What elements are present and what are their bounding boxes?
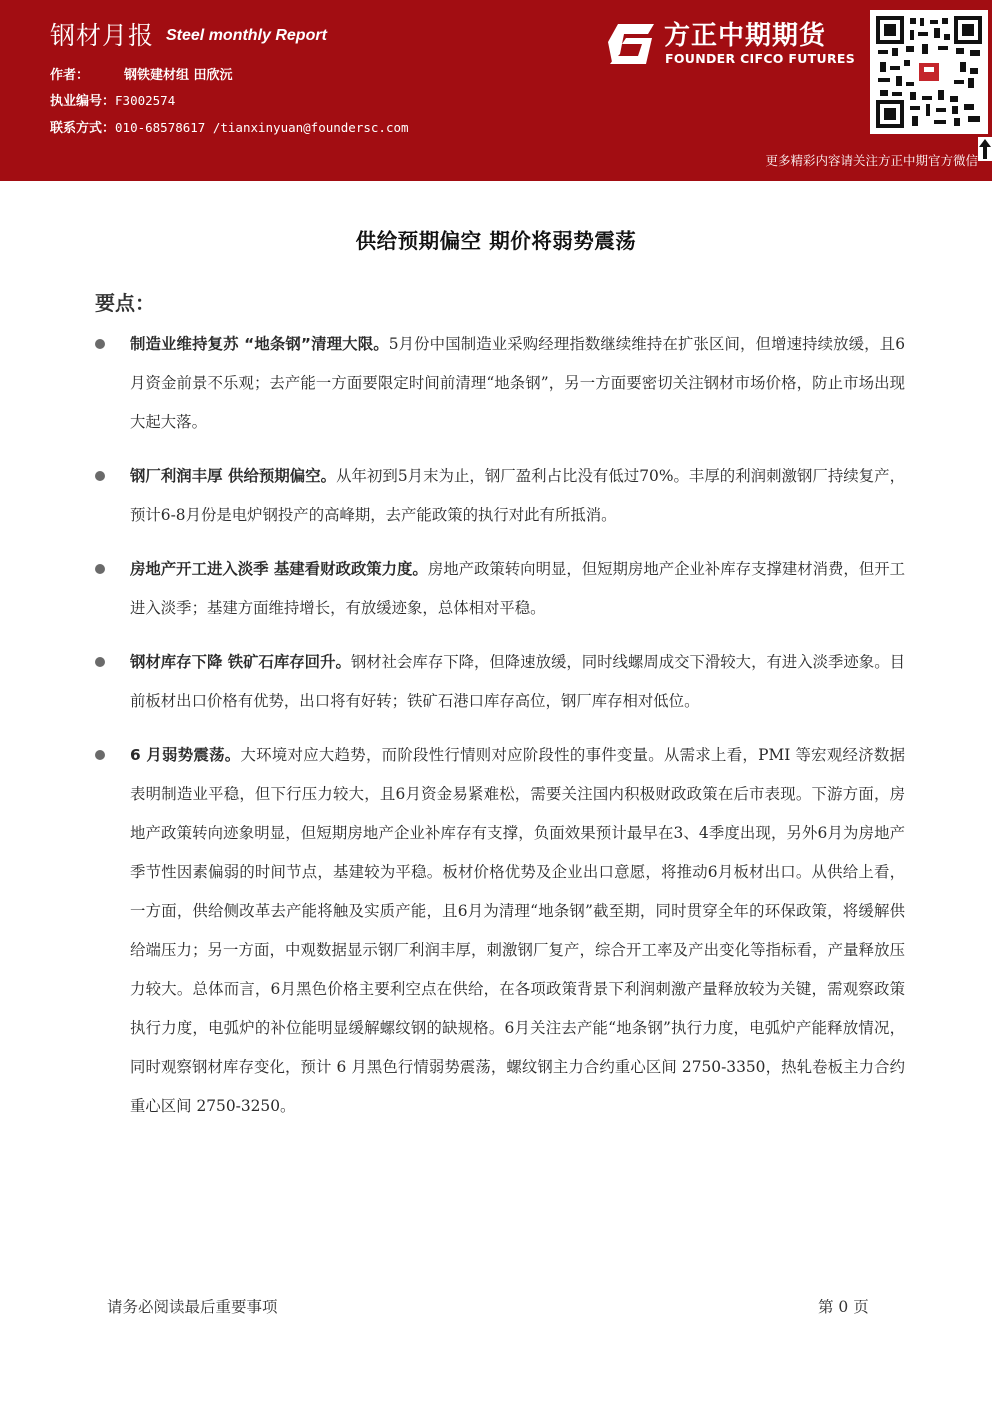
bullet-icon xyxy=(95,564,105,574)
arrow-up-icon xyxy=(978,137,992,161)
key-point xyxy=(95,325,905,442)
license-label: 执业编号： xyxy=(50,94,116,109)
key-point-lead: 钢厂利润丰厚 供给预期偏空。 xyxy=(130,467,337,485)
founder-logo-icon xyxy=(608,22,656,66)
report-header xyxy=(0,0,992,176)
license-line xyxy=(50,90,175,109)
key-point xyxy=(95,457,905,535)
key-point-lead: 房地产开工进入淡季 基建看财政政策力度。 xyxy=(130,560,428,578)
footer-notice: 请务必阅读最后重要事项 xyxy=(107,1298,278,1316)
key-point-text: 从年初到5月末为止，钢厂盈利占比没有低过70%。丰厚的利润刺激钢厂持续复产，预计6-8月份是电炉钢投产的高峰期，去产能政策的执行对此有所抵消。 xyxy=(130,467,905,524)
document-title: 供给预期偏空 期价将弱势震荡 xyxy=(355,229,637,253)
contact-label: 联系方式： xyxy=(50,121,116,136)
author-value: 钢铁建材组 田欣沅 xyxy=(124,68,233,83)
bullet-icon xyxy=(95,471,105,481)
key-point-text: 5月份中国制造业采购经理指数继续维持在扩张区间，但增速持续放缓，且6月资金前景不乐观；去产能一方面要限定时间前清理“地条钢”，另一方面要密切关注钢材市场价格，防止市场出现大起大落。 xyxy=(130,335,905,431)
company-logo-en: FOUNDER CIFCO FUTURES xyxy=(665,51,856,66)
report-title: 钢材月报 xyxy=(50,21,155,50)
author-line xyxy=(50,64,233,83)
key-points-list xyxy=(95,325,905,1141)
report-title-en: Steel monthly Report xyxy=(166,27,327,44)
key-points-heading: 要点： xyxy=(95,291,155,315)
license-value: F3002574 xyxy=(115,93,176,108)
key-point xyxy=(95,736,905,1126)
key-point-lead: 钢材库存下降 铁矿石库存回升。 xyxy=(130,653,351,671)
key-point-lead: 6 月弱势震荡。 xyxy=(130,746,241,764)
company-logo-cn: 方正中期期货 xyxy=(664,21,827,51)
key-point xyxy=(95,550,905,628)
key-point xyxy=(95,643,905,721)
bullet-icon xyxy=(95,339,105,349)
bullet-icon xyxy=(95,750,105,760)
wechat-qr-code xyxy=(870,10,988,134)
header-rule xyxy=(0,176,992,181)
wechat-follow-note: 更多精彩内容请关注方正中期官方微信 xyxy=(765,153,978,168)
contact-line xyxy=(50,117,409,136)
key-point-text: 房地产政策转向明显，但短期房地产企业补库存支撑建材消费，但开工进入淡季；基建方面维持增长，有放缓迹象，总体相对平稳。 xyxy=(130,560,905,617)
key-point-lead: 制造业维持复苏 “地条钢”清理大限。 xyxy=(130,335,389,353)
key-point-text: 大环境对应大趋势，而阶段性行情则对应阶段性的事件变量。从需求上看，PMI 等宏观经济数据表明制造业平稳，但下行压力较大，且6月资金易紧难松，需要关注国内积极财政政策在后市表现。下游方面，房地产政策转向迹象明显，但短期房地产企业补库存有支撑，负面效果预计最早在3、4季度出现，另外6月为房地产季节性因素偏弱的时间节点，基建较为平稳。板材价格优势及企业出口意愿，将推动6月板材出口。从供给上看，一方面，供给侧改革去产能将触及实质产能，且6月为清理“地条钢”截至期，同时贯穿全年的环保政策，将缓解供给端压力；另一方面，中观数据显示钢厂利润丰厚，刺激钢厂复产，综合开工率及产出变化等指标看，产量释放压力较大。总体而言，6月黑色价格主要利空点在供给，在各项政策背景下利润刺激产量释放较为关键，需观察政策执行力度，电弧炉的补位能明显缓解螺纹钢的缺规格。6月关注去产能“地条钢”执行力度，电弧炉产能释放情况，同时观察钢材库存变化，预计 6 月黑色行情弱势震荡，螺纹钢主力合约重心区间 2750-3350，热轧卷板主力合约重心区间 2750-3250。 xyxy=(130,746,905,1115)
contact-value[interactable]: 010-68578617 /tianxinyuan@foundersc.com xyxy=(115,120,409,135)
author-label: 作者： xyxy=(50,68,90,83)
page-number: 第 0 页 xyxy=(818,1298,869,1316)
bullet-icon xyxy=(95,657,105,667)
key-point-text: 钢材社会库存下降，但降速放缓，同时线螺周成交下滑较大，有进入淡季迹象。目前板材出口价格有优势，出口将有好转；铁矿石港口库存高位，钢厂库存相对低位。 xyxy=(130,653,905,710)
